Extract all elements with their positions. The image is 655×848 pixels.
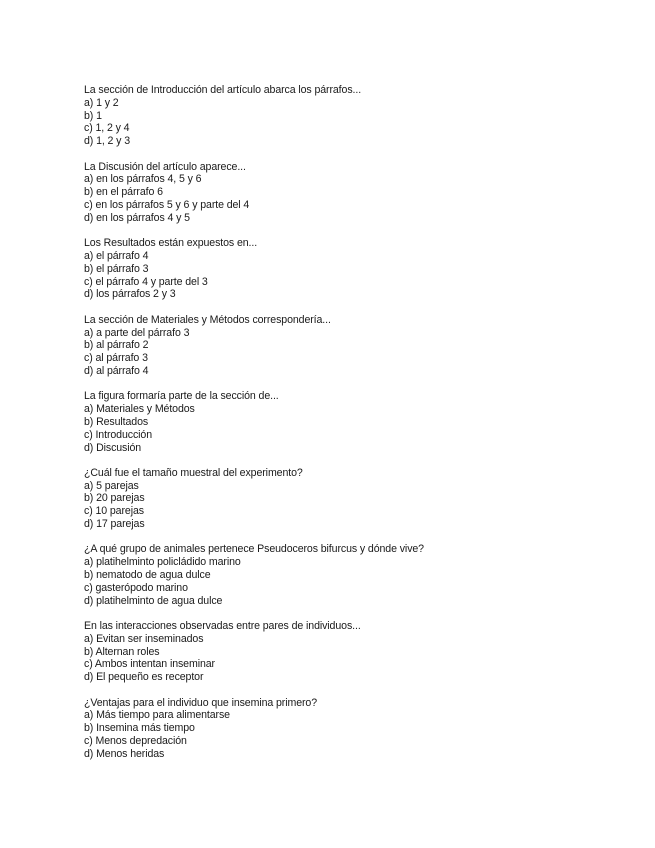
option-c: c) en los párrafos 5 y 6 y parte del 4 <box>84 198 250 211</box>
question-9 <box>84 697 624 761</box>
option-a: a) en los párrafos 4, 5 y 6 <box>84 173 202 186</box>
option-a: a) Más tiempo para alimentarse <box>84 709 230 722</box>
option-d: d) los párrafos 2 y 3 <box>84 288 176 301</box>
option-b: b) nematodo de agua dulce <box>84 569 211 582</box>
option-c: c) Ambos intentan inseminar <box>84 658 215 671</box>
question-prompt: ¿A qué grupo de animales pertenece Pseudoceros bifurcus y dónde vive? <box>84 543 424 556</box>
question-prompt: La figura formaría parte de la sección de... <box>84 390 279 403</box>
option-d: d) Discusión <box>84 441 142 454</box>
option-b: b) Insemina más tiempo <box>84 722 195 735</box>
question-prompt: La sección de Introducción del artículo abarca los párrafos... <box>84 84 362 96</box>
option-d: d) 17 parejas <box>84 518 145 531</box>
question-prompt: La Discusión del artículo aparece... <box>84 160 246 173</box>
question-2 <box>84 161 624 225</box>
question-5 <box>84 390 624 454</box>
question-6 <box>84 467 624 531</box>
option-a: a) Evitan ser inseminados <box>84 632 204 645</box>
option-a: a) platihelminto policládido marino <box>84 556 241 569</box>
option-b: b) Alternan roles <box>84 645 160 658</box>
option-d: d) platihelminto de agua dulce <box>84 594 223 607</box>
option-c: c) 1, 2 y 4 <box>84 122 130 135</box>
option-d: d) 1, 2 y 3 <box>84 135 131 148</box>
option-b: b) 1 <box>84 109 102 122</box>
quiz-document <box>84 84 624 773</box>
question-prompt: Los Resultados están expuestos en... <box>84 237 258 250</box>
question-3 <box>84 237 624 301</box>
question-prompt: ¿Cuál fue el tamaño muestral del experimento? <box>84 466 303 479</box>
option-c: c) Introducción <box>84 428 152 441</box>
option-b: b) al párrafo 2 <box>84 339 149 352</box>
question-1 <box>84 84 624 148</box>
option-b: b) el párrafo 3 <box>84 262 149 275</box>
option-a: a) 5 parejas <box>84 479 139 492</box>
option-d: d) al párrafo 4 <box>84 364 149 377</box>
question-4 <box>84 314 624 378</box>
option-a: a) el párrafo 4 <box>84 249 149 262</box>
question-prompt: En las interacciones observadas entre pares de individuos... <box>84 620 361 633</box>
option-c: c) Menos depredación <box>84 735 187 748</box>
option-c: c) el párrafo 4 y parte del 3 <box>84 275 208 288</box>
option-a: a) 1 y 2 <box>84 96 119 109</box>
option-d: d) en los párrafos 4 y 5 <box>84 211 190 224</box>
option-c: c) gasterópodo marino <box>84 581 188 594</box>
question-prompt: ¿Ventajas para el individuo que insemina primero? <box>84 696 318 709</box>
question-7 <box>84 543 624 607</box>
option-b: b) Resultados <box>84 415 149 428</box>
option-b: b) en el párrafo 6 <box>84 186 163 199</box>
option-b: b) 20 parejas <box>84 492 145 505</box>
option-d: d) Menos heridas <box>84 747 165 760</box>
question-prompt: La sección de Materiales y Métodos correspondería... <box>84 313 331 326</box>
option-a: a) Materiales y Métodos <box>84 403 195 416</box>
question-8 <box>84 620 624 684</box>
option-d: d) El pequeño es receptor <box>84 671 204 684</box>
option-c: c) al párrafo 3 <box>84 352 148 365</box>
option-c: c) 10 parejas <box>84 505 144 518</box>
option-a: a) a parte del párrafo 3 <box>84 326 190 339</box>
